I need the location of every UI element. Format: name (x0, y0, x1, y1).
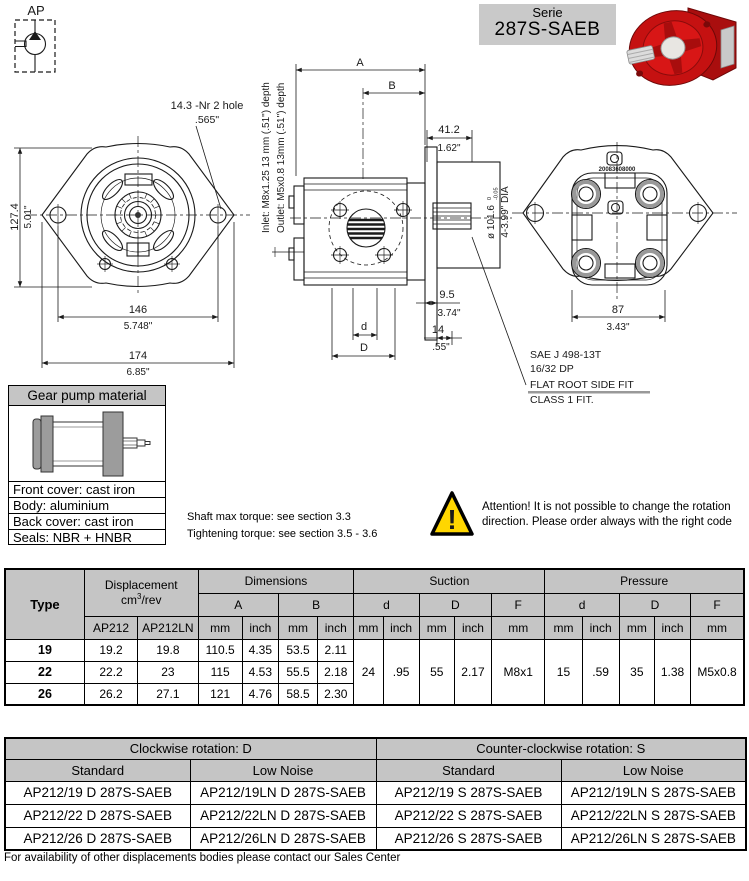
displacement-unit-sup: 3 (136, 592, 142, 602)
svg-text:!: ! (447, 504, 457, 535)
spline-note-2: 16/32 DP (530, 363, 574, 375)
table-cell: 2.11 (318, 639, 354, 661)
unit-header: inch (454, 616, 491, 639)
sub-header-suction-d: d (354, 593, 419, 616)
spline-note-3: FLAT ROOT SIDE FIT (530, 379, 634, 391)
unit-header: inch (318, 616, 354, 639)
order-table (4, 737, 747, 851)
unit-header: mm (198, 616, 242, 639)
front-height-in: 5.01" (23, 205, 34, 229)
unit-header: mm (278, 616, 317, 639)
col-header-displacement (84, 569, 198, 616)
order-code-cell: AP212/22LN S 287S-SAEB (561, 804, 746, 827)
order-code-cell: AP212/19LN D 287S-SAEB (190, 781, 376, 804)
pilot-tol-hi: 0 (487, 196, 493, 200)
front-view-drawing (9, 100, 250, 378)
order-code-cell: AP212/26LN S 287S-SAEB (561, 827, 746, 850)
order-code-cell: AP212/19 S 287S-SAEB (376, 781, 561, 804)
order-code-cell: AP212/22LN D 287S-SAEB (190, 804, 376, 827)
warning-triangle-icon (429, 489, 475, 539)
table-cell: 26.2 (84, 683, 137, 705)
material-row-front-cover: Front cover: cast iron (9, 482, 165, 498)
table-cell: 2.18 (318, 661, 354, 683)
table-cell: 4.35 (242, 639, 278, 661)
sub-header-b: B (278, 593, 353, 616)
sub-header-suction-f: F (492, 593, 545, 616)
table-cell: 4.53 (242, 661, 278, 683)
low-noise-header: Low Noise (190, 759, 376, 781)
col-header-pressure: Pressure (545, 569, 744, 593)
pilot-tol-lo: -0.05 (493, 187, 500, 200)
front-bolt-mm: 146 (128, 304, 148, 316)
col-header-suction: Suction (354, 569, 545, 593)
attention-line2: direction. Please order always with the right code (482, 516, 732, 528)
material-box-title: Gear pump material (9, 386, 165, 406)
dim-b-label: B (388, 80, 396, 92)
table-cell: 58.5 (278, 683, 317, 705)
ap-pump-symbol (15, 3, 55, 72)
table-cell: 115 (198, 661, 242, 683)
hole-note-line2: .565" (194, 114, 220, 126)
shaft-mm: 14 (431, 324, 445, 336)
attention-note (482, 500, 742, 530)
sub-header-pressure-D: D (619, 593, 690, 616)
material-box-sketch (9, 406, 165, 482)
casting-stamp: 20083608000 (598, 167, 636, 173)
col-header-type: Type (5, 569, 84, 639)
displacement-unit-post: /rev (141, 593, 162, 608)
side-view-drawing (261, 57, 512, 360)
outlet-note: Outlet: M5x0.8 13mm (.51") depth (276, 82, 287, 233)
pump-product-image (618, 0, 748, 92)
order-code-cell: AP212/26 S 287S-SAEB (376, 827, 561, 850)
unit-header: inch (242, 616, 278, 639)
unit-header: mm (619, 616, 654, 639)
attention-line1: Attention! It is not possible to change the rotation (482, 501, 731, 513)
table-cell: 35 (619, 639, 654, 705)
table-cell: 121 (198, 683, 242, 705)
unit-header: mm (492, 616, 545, 639)
front-bolt-in: 5.748" (123, 321, 153, 332)
material-row-seals: Seals: NBR + HNBR (13, 530, 132, 545)
unit-header: mm (691, 616, 744, 639)
table-cell: 23 (138, 661, 198, 683)
table-cell: .59 (582, 639, 619, 705)
serie-code: 287S-SAEB (494, 19, 601, 41)
table-cell: 22 (5, 661, 84, 683)
table-cell: 19 (5, 639, 84, 661)
serie-label: Serie (532, 5, 563, 20)
plate-mm: 9.5 (439, 289, 455, 301)
unit-header: mm (545, 616, 582, 639)
serie-header-box (479, 4, 616, 45)
plate-in: 3.74" (437, 308, 461, 319)
back-bolt-in: 3.43" (606, 322, 630, 333)
order-code-cell: AP212/19LN S 287S-SAEB (561, 781, 746, 804)
table-cell: 55.5 (278, 661, 317, 683)
front-width-in: 6.85" (126, 367, 150, 378)
order-code-cell: AP212/26 D 287S-SAEB (5, 827, 190, 850)
front-width-mm: 174 (128, 350, 148, 362)
table-cell: M8x1 (492, 639, 545, 705)
displacement-label: Displacement (104, 578, 178, 593)
order-code-cell: AP212/26LN D 287S-SAEB (190, 827, 376, 850)
unit-header: inch (654, 616, 690, 639)
unit-header: mm (419, 616, 454, 639)
dim-a-label: A (356, 57, 364, 69)
table-cell: 24 (354, 639, 383, 705)
table-cell: 55 (419, 639, 454, 705)
back-view-drawing (472, 142, 737, 406)
table-cell: M5x0.8 (691, 639, 744, 705)
unit-header: AP212 (84, 616, 137, 639)
col-header-dimensions: Dimensions (198, 569, 354, 593)
sub-header-pressure-d: d (545, 593, 619, 616)
table-cell: 1.38 (654, 639, 690, 705)
standard-header: Standard (376, 759, 561, 781)
table-cell: 19.8 (138, 639, 198, 661)
inlet-note: Inlet: M8x1.25 13 mm (.51") depth (261, 82, 272, 233)
footer-note: For availability of other displacements bodies please contact our Sales Center (4, 852, 401, 864)
len-in: 1.62" (437, 143, 461, 154)
len-mm: 41.2 (438, 124, 460, 136)
pilot-dia-in: 4-3.99" DIA (500, 186, 511, 238)
pump-section-sketch (9, 406, 164, 480)
cw-rotation-header: Clockwise rotation: D (5, 738, 376, 759)
front-height-mm: 127.4 (9, 203, 21, 231)
sub-header-a: A (198, 593, 278, 616)
hole-note-line1: 14.3 -Nr 2 hole (170, 100, 244, 112)
table-cell: 2.30 (318, 683, 354, 705)
table-cell: 4.76 (242, 683, 278, 705)
table-cell: 27.1 (138, 683, 198, 705)
table-cell: 26 (5, 683, 84, 705)
port-d-label: d (360, 321, 368, 333)
shaft-in: .55" (432, 342, 450, 353)
tightening-torque-note: Tightening torque: see section 3.5 - 3.6 (187, 528, 378, 540)
table-cell: .95 (383, 639, 419, 705)
sub-header-suction-D: D (419, 593, 491, 616)
back-ports (572, 180, 665, 278)
spline-note-1: SAE J 498-13T (530, 349, 602, 361)
order-code-cell: AP212/22 D 287S-SAEB (5, 804, 190, 827)
material-row-back-cover: Back cover: cast iron (9, 514, 165, 530)
spline-note-4: CLASS 1 FIT. (530, 394, 594, 406)
order-code-cell: AP212/22 S 287S-SAEB (376, 804, 561, 827)
table-cell: 2.17 (454, 639, 491, 705)
standard-header: Standard (5, 759, 190, 781)
shaft-torque-note: Shaft max torque: see section 3.3 (187, 511, 351, 523)
unit-header: inch (582, 616, 619, 639)
ap-label: AP (27, 3, 45, 18)
sub-header-pressure-f: F (691, 593, 744, 616)
order-code-cell: AP212/19 D 287S-SAEB (5, 781, 190, 804)
displacement-unit: cm (120, 593, 137, 608)
ccw-rotation-header: Counter-clockwise rotation: S (376, 738, 746, 759)
table-cell: 110.5 (198, 639, 242, 661)
material-box (8, 385, 166, 545)
torque-notes (187, 509, 377, 543)
port-hatch (347, 220, 385, 238)
unit-header: AP212LN (138, 616, 198, 639)
table-cell: 53.5 (278, 639, 317, 661)
material-row-body: Body: aluminium (9, 498, 165, 514)
spec-table (4, 568, 745, 706)
low-noise-header: Low Noise (561, 759, 746, 781)
pilot-dia: ø 101.6 (486, 205, 497, 239)
back-bolt-mm: 87 (611, 304, 625, 316)
unit-header: inch (383, 616, 419, 639)
table-cell: 15 (545, 639, 582, 705)
table-cell: 22.2 (84, 661, 137, 683)
unit-header: mm (354, 616, 383, 639)
port-D-label: D (360, 342, 368, 354)
table-cell: 19.2 (84, 639, 137, 661)
